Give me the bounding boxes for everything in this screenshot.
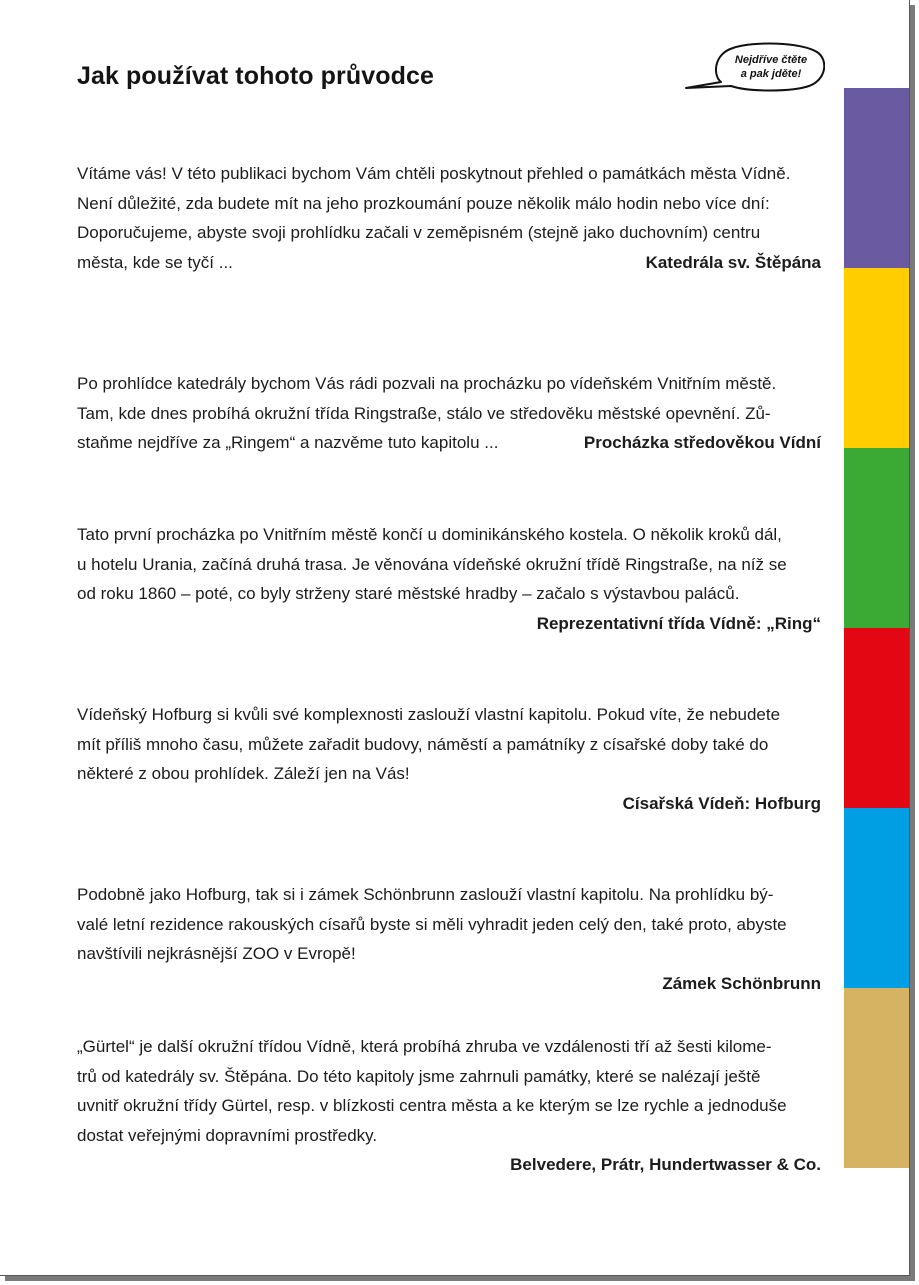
section-stredoveka-viden bbox=[77, 369, 821, 458]
section-ring bbox=[77, 520, 821, 638]
color-tab-green[interactable] bbox=[844, 448, 909, 628]
section-line: Tato první procházka po Vnitřním městě končí u dominikánského kostela. O několik kroků dál, bbox=[77, 525, 782, 544]
color-tab-blue[interactable] bbox=[844, 808, 909, 988]
color-tab-purple[interactable] bbox=[844, 88, 909, 268]
section-line: uvnitř okružní třídy Gürtel, resp. v blízkosti centra města a ke kterým se lze rychle a jednoduše bbox=[77, 1096, 787, 1115]
speech-bubble-text bbox=[716, 53, 826, 81]
color-tab-red[interactable] bbox=[844, 628, 909, 808]
section-line: Tam, kde dnes probíhá okružní třída Ringstraße, stálo ve středověku městské opevnění. Zů- bbox=[77, 403, 771, 423]
section-heading-katedrala: Katedrála sv. Štěpána bbox=[645, 252, 821, 272]
section-line: „Gürtel“ je další okružní třídou Vídně, která probíhá zhruba ve vzdálenosti tří až šesti kilome- bbox=[77, 1037, 772, 1056]
color-tabs bbox=[844, 88, 909, 1168]
section-line: valé letní rezidence rakouských císařů byste si měli vyhradit jeden celý den, také proto, abyste bbox=[77, 914, 787, 934]
color-tab-tan[interactable] bbox=[844, 988, 909, 1168]
section-heading-schonbrunn: Zámek Schönbrunn bbox=[662, 973, 821, 993]
section-line: dostat veřejnými dopravními prostředky. bbox=[77, 1125, 378, 1145]
section-heading-stredoveka-viden: Procházka středověkou Vídní bbox=[583, 433, 821, 452]
section-heading-gurtel: Belvedere, Prátr, Hundertwasser & Co. bbox=[510, 1155, 821, 1174]
speech-bubble-line-1: Nejdříve čtěte bbox=[734, 54, 808, 66]
section-line: trů od katedrály sv. Štěpána. Do této kapitoly jsme zahrnuli památky, které se nalézají ještě bbox=[77, 1066, 761, 1086]
section-gurtel bbox=[77, 1032, 821, 1180]
section-line: některé z obou prohlídek. Záleží jen na Vás! bbox=[77, 764, 410, 783]
section-schonbrunn bbox=[77, 880, 821, 998]
section-line: Vítáme vás! V této publikaci bychom Vám chtěli poskytnout přehled o památkách města Vídně. bbox=[77, 164, 791, 183]
section-line: Po prohlídce katedrály bychom Vás rádi pozvali na procházku po vídeňském Vnitřním městě. bbox=[77, 374, 777, 393]
section-last-row bbox=[77, 428, 821, 458]
section-heading-hofburg: Císařská Vídeň: Hofburg bbox=[622, 793, 821, 813]
section-last-row bbox=[77, 248, 821, 278]
section-line: Vídeňský Hofburg si kvůli své komplexnosti zaslouží vlastní kapitolu. Pokud víte, že nebudete bbox=[77, 705, 781, 724]
section-heading-ring: Reprezentativní třída Vídně: „Ring“ bbox=[536, 613, 821, 633]
section-line: Podobně jako Hofburg, tak si i zámek Schönbrunn zaslouží vlastní kapitolu. Na prohlídku bý- bbox=[77, 885, 774, 904]
page-title: Jak používat tohoto průvodce bbox=[77, 62, 434, 90]
section-line: města, kde se tyčí ... bbox=[77, 252, 233, 272]
section-line: staňme nejdříve za „Ringem“ a nazvěme tuto kapitolu ... bbox=[77, 433, 499, 452]
section-line: Doporučujeme, abyste svoji prohlídku začali v zeměpisném (stejně jako duchovním) centru bbox=[77, 223, 761, 242]
section-line: u hotelu Urania, začíná druhá trasa. Je věnována vídeňské okružní třídě Ringstraße, na níž se bbox=[77, 554, 787, 574]
section-line: mít příliš mnoho času, můžete zařadit budovy, náměstí a památníky z císařské doby také do bbox=[77, 734, 769, 754]
section-hofburg bbox=[77, 700, 821, 818]
color-tab-yellow[interactable] bbox=[844, 268, 909, 448]
section-line: od roku 1860 – poté, co byly strženy staré městské hradby – začalo s výstavbou paláců. bbox=[77, 584, 740, 603]
section-line: Není důležité, zda budete mít na jeho prozkoumání pouze několik málo hodin nebo více dní: bbox=[77, 193, 770, 213]
section-katedrala bbox=[77, 159, 821, 277]
speech-bubble-line-2: a pak jděte! bbox=[740, 68, 802, 80]
section-line: navštívili nejkrásnější ZOO v Evropě! bbox=[77, 944, 356, 963]
